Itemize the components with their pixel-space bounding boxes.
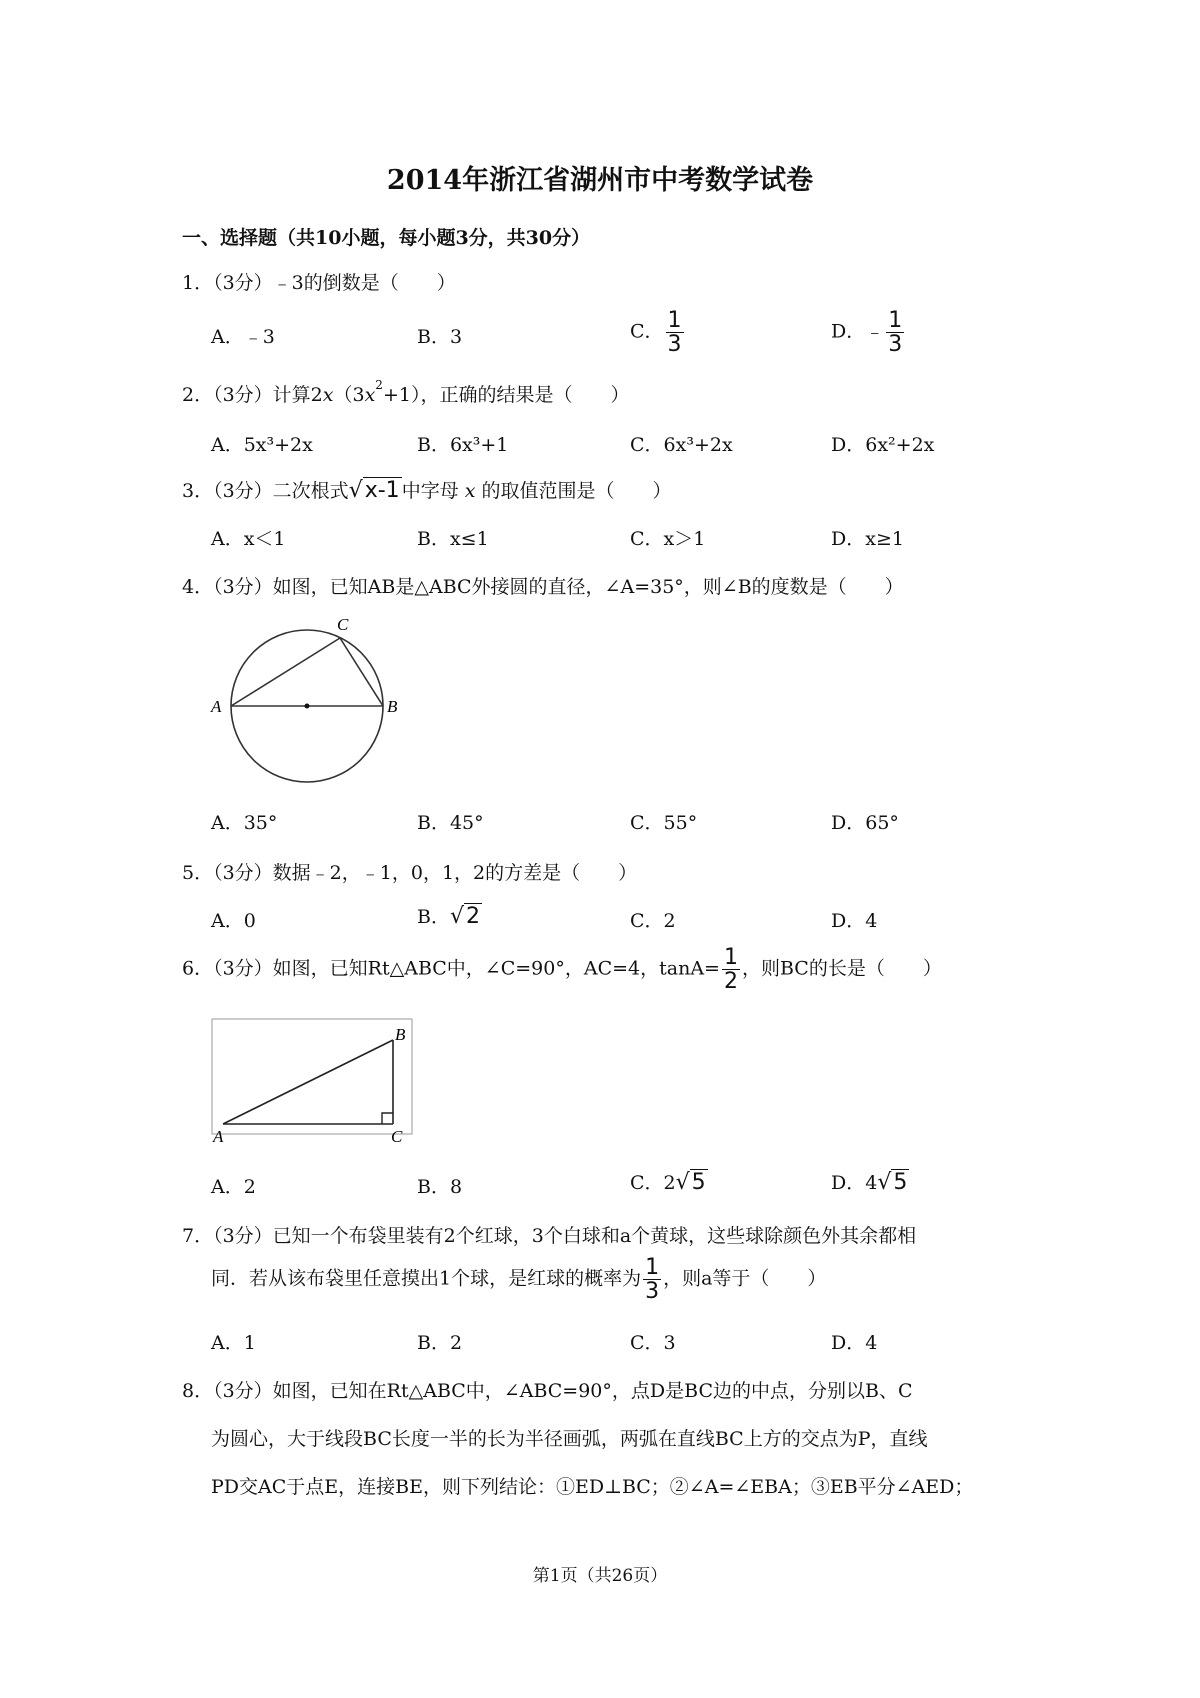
square-root: √5 xyxy=(675,1170,706,1195)
question-5-stem: 5．（3分）数据﹣2，﹣1，0，1，2的方差是（ ） xyxy=(182,862,638,884)
question-5-option-b xyxy=(417,902,482,929)
option-label: B． xyxy=(417,906,450,928)
center-point xyxy=(305,704,310,709)
square-root: √x-1 xyxy=(348,478,400,503)
question-6-option-a: A．2 xyxy=(211,1176,256,1198)
question-4-option-a: A．35° xyxy=(211,812,278,834)
question-7-option-a: A．1 xyxy=(211,1332,256,1354)
question-7-option-b: B．2 xyxy=(417,1332,463,1354)
stem-part: ，则BC的长是（ ） xyxy=(741,957,942,980)
side-cb xyxy=(340,638,383,706)
question-2-option-c: C．6x³+2x xyxy=(630,434,733,456)
question-2-option-a: A．5x³+2x xyxy=(211,434,313,456)
radicand: 5 xyxy=(893,1170,908,1195)
question-7-stem-line-2 xyxy=(211,1256,826,1303)
square-root: √2 xyxy=(449,904,480,929)
numerator: 1 xyxy=(888,308,903,333)
question-3-option-b: B．x≤1 xyxy=(417,528,489,550)
vertex-label-c: C xyxy=(391,1127,403,1146)
question-3-option-c: C．x＞1 xyxy=(630,528,706,550)
stem-part: +1），正确的结果是（ ） xyxy=(382,384,630,406)
denominator: 3 xyxy=(645,1279,660,1305)
radicand: x-1 xyxy=(364,478,400,503)
radicand: 2 xyxy=(466,904,480,929)
fraction xyxy=(643,1256,661,1303)
hypotenuse-ab xyxy=(223,1040,393,1124)
page-footer: 第1页（共26页） xyxy=(532,1566,668,1586)
circle-diagram xyxy=(205,610,415,790)
stem-part: 3．（3分）二次根式 xyxy=(182,480,349,502)
question-8-stem-line-3: PD交AC于点E，连接BE，则下列结论：①ED⊥BC；②∠A=∠EBA；③EB平分∠AED； xyxy=(211,1476,974,1498)
option-label: C． xyxy=(630,320,664,343)
side-ac xyxy=(231,638,340,706)
question-1-option-a: A．﹣3 xyxy=(211,326,275,348)
vertex-label-a: A xyxy=(213,1127,224,1146)
question-1-option-d xyxy=(831,309,906,356)
question-7-option-d: D．4 xyxy=(831,1332,878,1354)
question-5-option-a: A．0 xyxy=(211,910,256,932)
vertex-label-b: B xyxy=(395,1025,406,1044)
denominator: 3 xyxy=(888,332,903,358)
question-7-option-c: C．3 xyxy=(630,1332,676,1354)
question-3-option-d: D．x≥1 xyxy=(831,528,904,550)
question-4-option-c: C．55° xyxy=(630,812,698,834)
question-4-option-d: D．65° xyxy=(831,812,899,834)
question-8-stem-line-1: 8．（3分）如图，已知在Rt△ABC中，∠ABC=90°，点D是BC边的中点，分别以B、C xyxy=(182,1380,913,1402)
numerator: 1 xyxy=(645,1255,660,1280)
question-1-option-b: B．3 xyxy=(417,326,463,348)
fraction xyxy=(886,309,904,356)
question-3-stem: 3．（3分）二次根式√x-1 中字母 x 的取值范围是（ ） xyxy=(182,478,672,503)
option-label: D．4 xyxy=(831,1172,878,1194)
radicand: 5 xyxy=(691,1170,706,1195)
stem-part: 同．若从该布袋里任意摸出1个球，是红球的概率为 xyxy=(211,1267,642,1290)
question-6-option-d xyxy=(831,1168,909,1195)
question-2-option-b: B．6x³+1 xyxy=(417,434,509,456)
question-6-stem xyxy=(182,946,942,993)
stem-part: 6．（3分）如图，已知Rt△ABC中，∠C=90°，AC=4，tanA= xyxy=(182,957,720,980)
question-2-option-d: D．6x²+2x xyxy=(831,434,935,456)
numerator: 1 xyxy=(723,945,738,970)
option-label: C．2 xyxy=(630,1172,676,1194)
stem-part: 的取值范围是（ ） xyxy=(481,480,672,502)
section-heading: 一、选择题（共10小题，每小题3分，共30分） xyxy=(182,227,591,249)
stem-part: ，则a等于（ ） xyxy=(663,1267,827,1290)
question-4-option-b: B．45° xyxy=(417,812,484,834)
vertex-label-c: C xyxy=(337,615,349,634)
question-4-stem: 4．（3分）如图，已知AB是△ABC外接圆的直径，∠A=35°，则∠B的度数是（ ） xyxy=(182,576,904,598)
question-1-stem: 1．（3分）﹣3的倒数是（ ） xyxy=(182,272,456,294)
fraction xyxy=(666,309,684,356)
denominator: 2 xyxy=(723,969,738,995)
question-7-stem-line-1: 7．（3分）已知一个布袋里装有2个红球，3个白球和a个黄球，这些球除颜色外其余都相 xyxy=(182,1225,917,1247)
question-1-option-c xyxy=(630,309,686,356)
square-root: √5 xyxy=(877,1170,908,1195)
page-title: 2014年浙江省湖州市中考数学试卷 xyxy=(386,165,814,196)
option-label: D．﹣ xyxy=(831,320,885,343)
question-5-option-d: D．4 xyxy=(831,910,878,932)
denominator: 3 xyxy=(667,332,682,358)
question-6-option-c xyxy=(630,1168,708,1195)
vertex-label-a: A xyxy=(211,697,222,716)
question-8-stem-line-2: 为圆心，大于线段BC长度一半的长为半径画弧，两弧在直线BC上方的交点为P，直线 xyxy=(211,1428,928,1450)
vertex-label-b: B xyxy=(387,697,398,716)
numerator: 1 xyxy=(667,308,682,333)
stem-part: （3 xyxy=(333,384,365,406)
fraction xyxy=(722,946,740,993)
right-angle-mark xyxy=(382,1113,393,1124)
question-6-option-b: B．8 xyxy=(417,1176,463,1198)
question-2-stem: 2．（3分）计算$2x(3x^2+1)$，正确的结果是（ ） xyxy=(182,378,630,406)
question-5-option-c: C．2 xyxy=(630,910,676,932)
question-3-option-a: A．x＜1 xyxy=(211,528,286,550)
stem-part: 中字母 xyxy=(401,480,459,502)
right-triangle-diagram xyxy=(209,1016,424,1146)
stem-part: 2．（3分）计算2 xyxy=(182,384,323,406)
